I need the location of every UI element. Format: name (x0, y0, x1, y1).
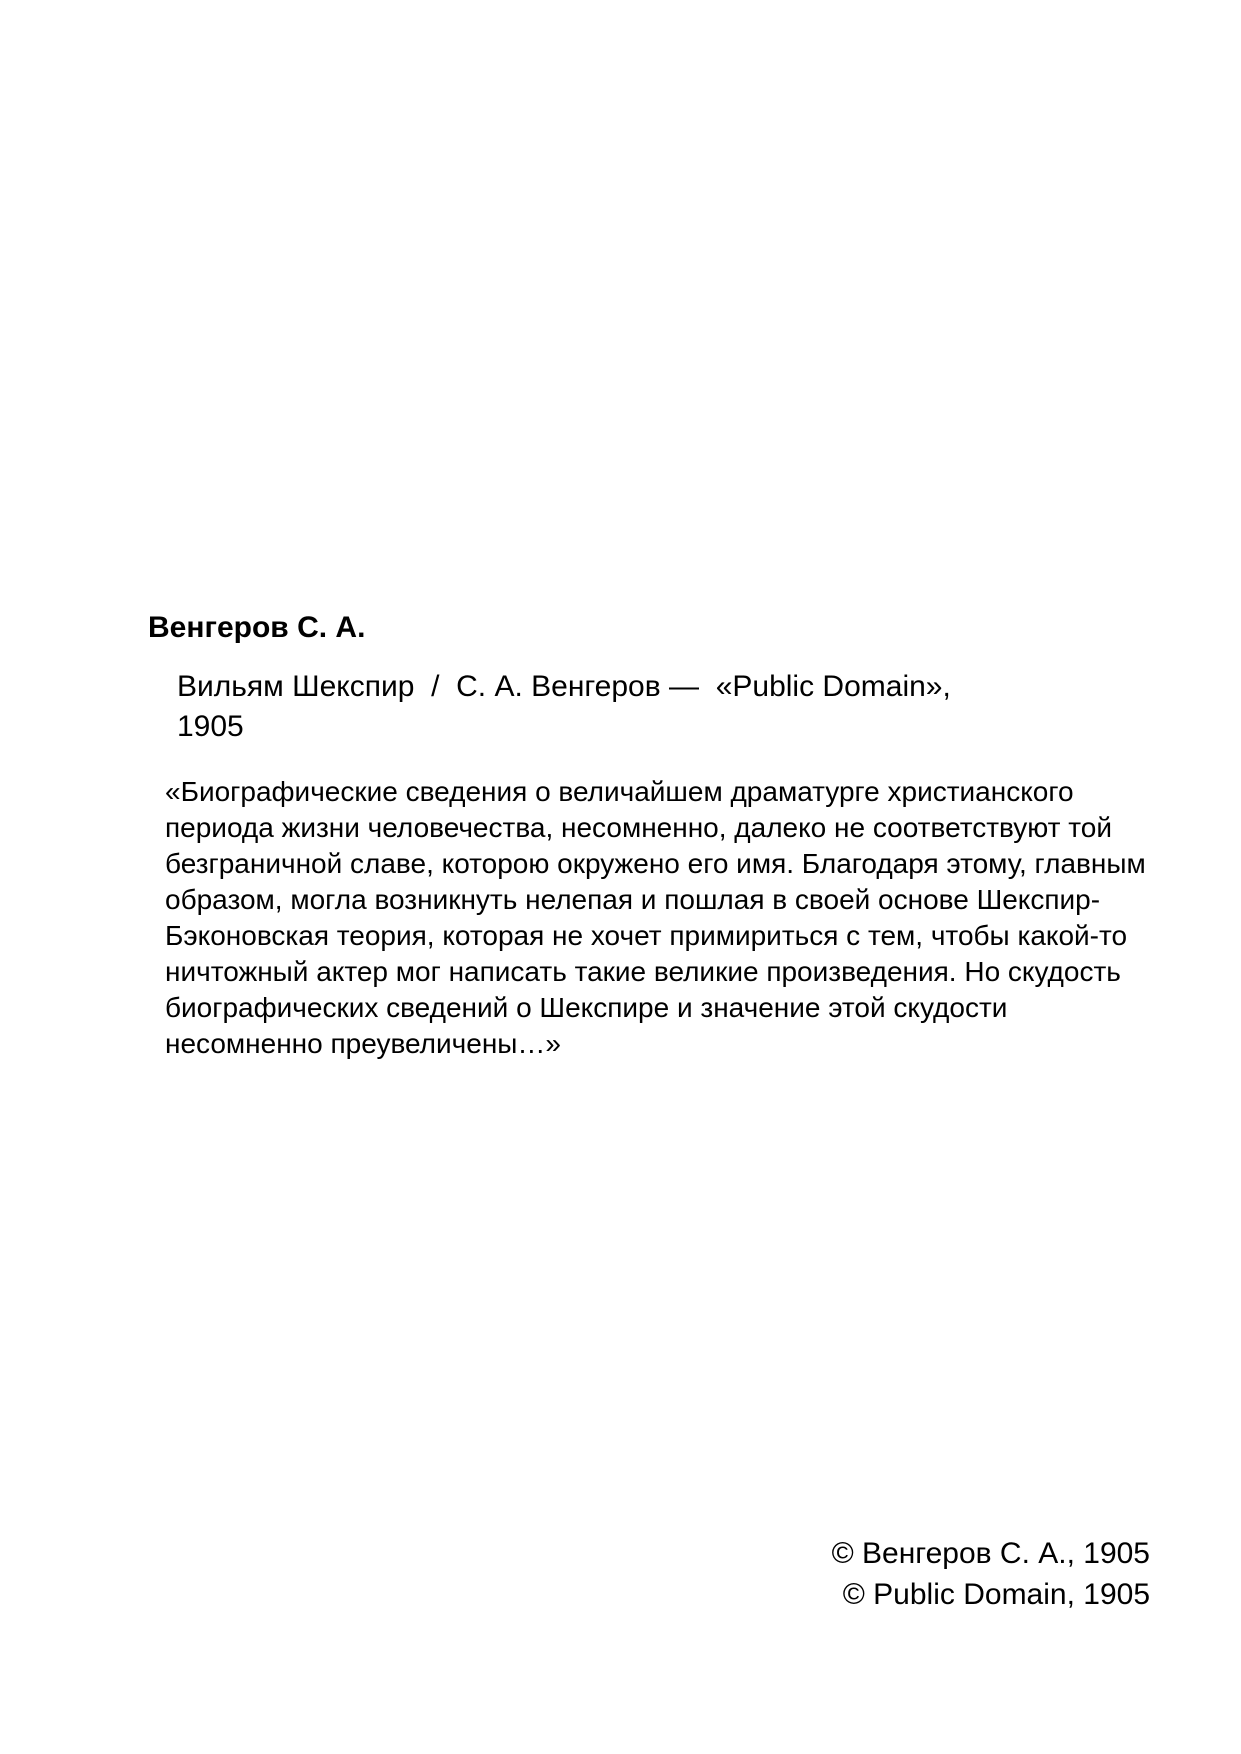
copyright-author: © Венгеров С. А., 1905 (831, 1537, 1150, 1570)
copyright-block (832, 1533, 1150, 1615)
annotation-text: «Биографические сведения о величайшем драматурге христианского периода жизни человечества, несомненно, далеко не соответствуют той безграничной славе, которою окружено его имя. Благодаря этому, главным образом, могла возникнуть нелепая и пошлая в своей основе Шекспир-Бэконовская теория, которая не хочет примириться с тем, чтобы какой-то ничтожный актер мог написать такие великие произведения. Но скудость биографических сведений о Шекспире и значение этой скудости несомненно преувеличены…» (165, 776, 1146, 1059)
citation-author: С. А. Венгеров (456, 670, 661, 703)
citation-separator: / (414, 670, 457, 703)
copyright-publisher: © Public Domain, 1905 (842, 1578, 1150, 1611)
citation-year: 1905 (177, 710, 244, 743)
citation-line (177, 667, 1117, 747)
citation-publisher: «Public Domain», (715, 670, 951, 703)
book-title: Вильям Шекспир (177, 670, 415, 703)
citation-dash: — (660, 670, 716, 703)
author-heading: Венгеров С. А. (148, 611, 366, 644)
